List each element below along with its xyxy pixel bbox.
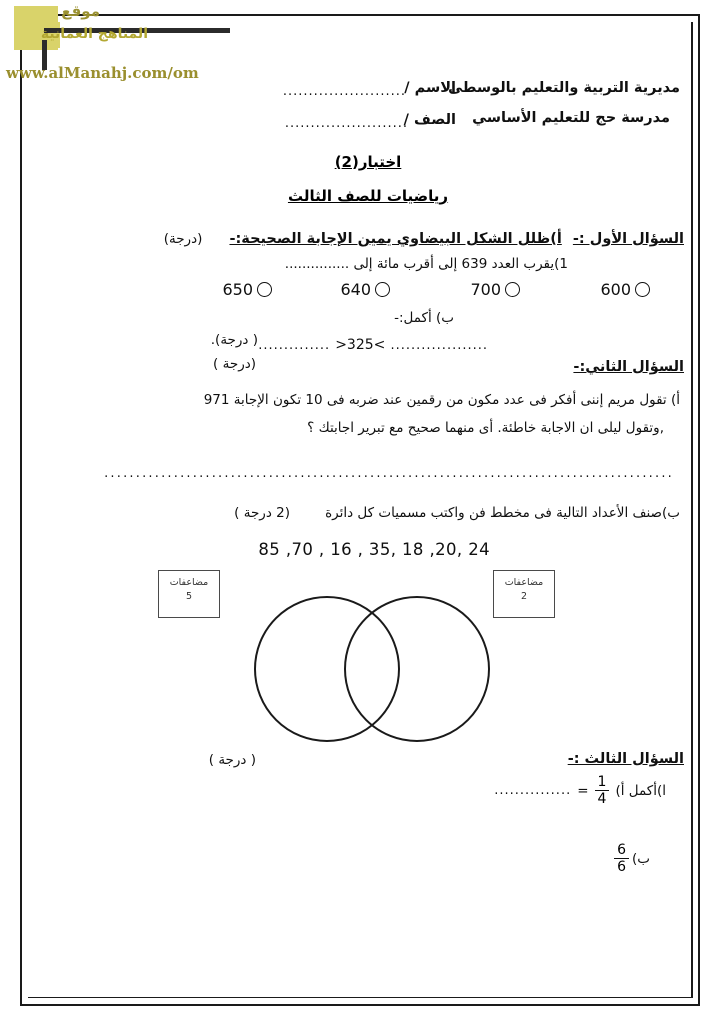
student-name-field[interactable]: ........................ — [282, 84, 406, 99]
document-content — [48, 30, 688, 990]
question-3-part-a-row — [494, 774, 666, 807]
oval-option-icon[interactable] — [375, 282, 390, 297]
item-b-left-dots[interactable]: .............. — [258, 338, 331, 353]
question-2-part-a-line1: أ) تقول مريم إننى أفكر فى عدد مكون من رقمين عند ضربه فى 10 تكون الإجابة 971 — [203, 392, 680, 408]
question-1-mark-b: ( درجة). — [210, 332, 258, 348]
option-700[interactable] — [470, 280, 600, 299]
question-2-mark: (درجة ) — [213, 356, 256, 372]
question-1-part-b: ب) أكمل:- — [394, 310, 454, 326]
oval-option-icon[interactable] — [505, 282, 520, 297]
fraction-a-numerator: 1 — [595, 774, 610, 791]
subject-title — [48, 186, 688, 205]
question-2-part-b: ب)صنف الأعداد التالية فى مخطط فن واكتب مسميات كل دائرة — [325, 505, 680, 521]
equals-sign-a: = — [577, 782, 589, 799]
question-3-part-b-label: ب) — [632, 850, 650, 867]
question-2-answer-line[interactable]: .......................................................................................... — [104, 466, 674, 481]
option-640-value: 640 — [340, 280, 371, 299]
oval-option-icon[interactable] — [257, 282, 272, 297]
fraction-b-denominator: 6 — [617, 859, 627, 876]
venn-label-right-text: مضاعفات — [504, 577, 544, 588]
question-3-heading-row — [568, 748, 684, 767]
exam-title-text: اختبار(2) — [334, 153, 402, 171]
question-3-heading: السؤال الثالث :- — [567, 751, 684, 767]
venn-label-box-multiples-2 — [493, 570, 555, 618]
venn-label-box-multiples-5 — [158, 570, 220, 618]
question-1-item-1: 1)يقرب العدد 639 إلى أقرب مائة إلى ............... — [284, 256, 568, 272]
fraction-six-sixths — [614, 842, 629, 875]
student-name-label: الاسم / — [404, 80, 456, 96]
venn-circle-right — [344, 596, 490, 742]
venn-label-left-text: مضاعفات — [169, 577, 209, 588]
question-2-part-a-line2: ,وتقول ليلى ان الاجابة خاطئة. أى منهما صحيح مع تبرير اجابتك ؟ — [307, 420, 664, 436]
item-b-right-dots[interactable]: ................... — [390, 338, 488, 353]
option-600-value: 600 — [600, 280, 631, 299]
student-class-label: الصف / — [403, 112, 456, 128]
question-3-mark: ( درجة ) — [208, 752, 256, 768]
question-1-item-b-row — [258, 334, 488, 353]
option-650[interactable] — [222, 280, 340, 299]
question-3-a-answer[interactable]: ............... — [494, 783, 572, 799]
watermark-line2: المناهج العمانية — [40, 26, 148, 42]
question-3-part-a-label: ا)أكمل أ) — [615, 782, 666, 799]
question-2-numbers: 85 ,70 , 16 , 35, 18 ,20, 24 — [258, 540, 490, 559]
student-class-field[interactable]: ........................ — [284, 116, 408, 131]
fraction-a-denominator: 4 — [597, 791, 607, 808]
option-640[interactable] — [340, 280, 470, 299]
fraction-b-numerator: 6 — [614, 842, 629, 859]
option-600[interactable] — [600, 280, 650, 299]
question-1-heading: السؤال الأول :- — [572, 231, 684, 247]
option-650-value: 650 — [222, 280, 253, 299]
item-b-expression: >325< — [335, 337, 386, 353]
option-700-value: 700 — [470, 280, 501, 299]
question-3-part-b-row — [614, 842, 650, 875]
watermark-url: www.alManahj.com/om — [6, 64, 199, 82]
fraction-one-quarter — [595, 774, 610, 807]
question-1-options — [222, 280, 650, 299]
question-1-mark-a: (درجة) — [163, 231, 203, 247]
venn-label-right-value: 2 — [520, 590, 528, 602]
question-2-heading-row — [573, 356, 684, 375]
venn-diagram — [48, 570, 688, 740]
school-name: مدرسة حج للتعليم الأساسي — [472, 110, 670, 126]
oval-option-icon[interactable] — [635, 282, 650, 297]
question-2-heading: السؤال الثاني:- — [573, 359, 684, 375]
directorate-name: مديرية التربية والتعليم بالوسطى — [448, 80, 680, 96]
question-1-heading-row — [164, 228, 684, 247]
question-1-part-a: أ)ظلل الشكل البيضاوي يمين الإجابة الصحيحة:- — [229, 231, 562, 247]
subject-title-text: رياضيات للصف الثالث — [287, 187, 449, 205]
watermark-line1: موقع — [61, 2, 100, 20]
question-2-part-b-row — [234, 502, 680, 521]
site-watermark — [0, 0, 230, 90]
question-2-part-b-mark: (2 درجة ) — [234, 505, 290, 521]
venn-label-left-value: 5 — [185, 590, 193, 602]
exam-title — [48, 152, 688, 171]
